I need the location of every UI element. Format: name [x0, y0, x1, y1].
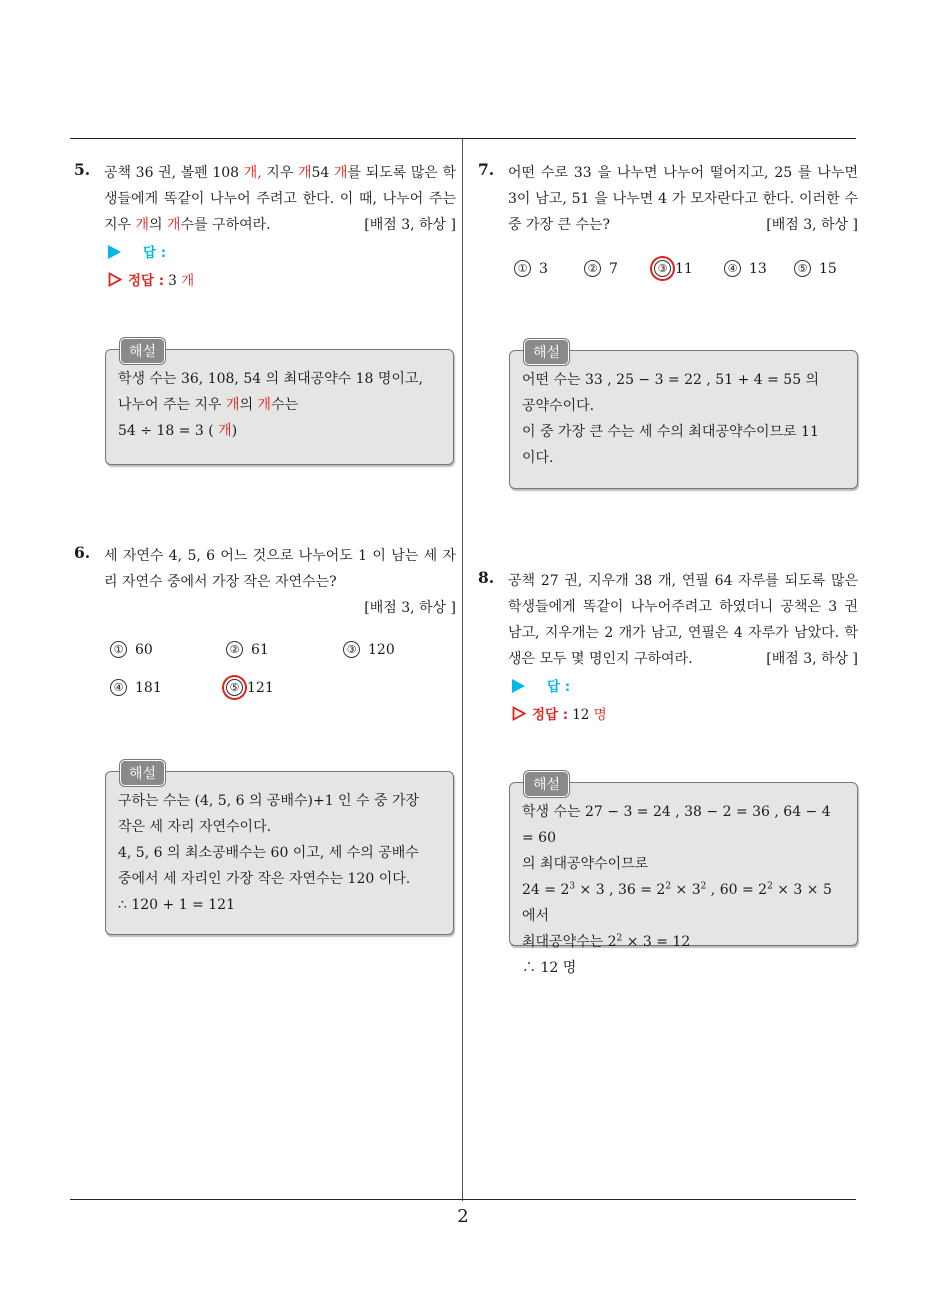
choice-5[interactable]: ⑤ 15: [794, 260, 837, 277]
problem-7: [478, 160, 858, 290]
problem-8: [478, 568, 858, 726]
solution-body: 학생 수는 27 − 3 = 24 , 38 − 2 = 36 , 64 − 4 = 60 의 최대공약수이므로 $24 = 2^3 \times 3$ , $36 = 2^2 \times 3^2$ , $60 = 2^2 \times 3 \times 5$ 에서 최대공약수는 $2^2 \times 3 = 12$ ∴ 12 명: [522, 804, 832, 976]
solution-tag: 해설: [524, 339, 569, 365]
score-label: [배점 3, 하상 ]: [364, 600, 456, 616]
solution-box-6: [105, 766, 454, 935]
problem-text: 공책 36 권, 볼펜 108 개, 지우 개54 개를 되도록 많은 학생들에게 똑같이 나누어 주려고 한다. 이 때, 나누어 주는 지우 개의 개수를 구하여라. [배점 3, 하상 ]: [104, 160, 456, 238]
solution-tag: 해설: [120, 338, 165, 364]
answer-label: 답 :: [547, 679, 571, 695]
header-rule: [70, 138, 856, 139]
problem-number: 5.: [74, 160, 91, 179]
choice-5-marked[interactable]: ⑤ 121: [226, 679, 274, 696]
solution-box-7: [509, 345, 858, 489]
solution-box-5: [105, 344, 454, 465]
problem-number: 7.: [478, 160, 495, 179]
choice-4[interactable]: ④ 13: [724, 260, 767, 277]
outline-triangle-icon: [512, 706, 526, 721]
correct-answer-row: [512, 704, 858, 726]
choice-3-marked[interactable]: ③ 11: [654, 260, 693, 277]
problem-number: 6.: [74, 543, 91, 562]
solution-body: 학생 수는 36, 108, 54 의 최대공약수 18 명이고, 나누어 주는 지우 개의 개수는 54 ÷ 18 = 3 ( 개): [118, 371, 423, 439]
choices-row: [514, 260, 858, 290]
choice-2[interactable]: ② 61: [226, 641, 269, 658]
choice-1[interactable]: ① 60: [110, 641, 153, 658]
problem-text: 어떤 수로 33 을 나누면 나누어 떨어지고, 25 를 나누면 3이 남고, 51 을 나누면 4 가 모자란다고 한다. 이러한 수 중 가장 큰 수는? [배점 3, 하상 ]: [508, 160, 858, 238]
column-divider: [462, 139, 463, 1201]
correct-value: 3 개: [168, 273, 195, 289]
play-triangle-icon: [512, 679, 525, 693]
correct-label: 정답 :: [532, 707, 569, 723]
page-number: 2: [457, 1206, 469, 1227]
correct-label: 정답 :: [128, 273, 165, 289]
solution-body: 구하는 수는 (4, 5, 6 의 공배수)+1 인 수 중 가장 작은 세 자리 자연수이다. 4, 5, 6 의 최소공배수는 60 이고, 세 수의 공배수 중에서 세 자리인 가장 작은 자연수는 120 이다. ∴ 120 + 1 = 121: [118, 793, 420, 913]
problem-text: 공책 27 권, 지우개 38 개, 연필 64 자루를 되도록 많은 학생들에게 똑같이 나누어주려고 하였더니 공책은 3 권 남고, 지우개는 2 개가 남고, 연필은 4 자루가 남았다. 학생은 모두 몇 명인지 구하여라. [배점 3, 하상 ]: [508, 568, 858, 672]
score-label: [배점 3, 하상 ]: [766, 651, 858, 667]
choices-row-2: [110, 679, 456, 709]
answer-row: [108, 242, 456, 264]
solution-box-8: [509, 777, 858, 976]
choices-row-1: [110, 641, 456, 671]
correct-value: 12 명: [572, 707, 607, 723]
answer-row: [512, 676, 858, 698]
solution-body: 어떤 수는 33 , 25 − 3 = 22 , 51 + 4 = 55 의 공약수이다. 이 중 가장 큰 수는 세 수의 최대공약수이므로 11 이다.: [522, 372, 820, 466]
solution-tag: 해설: [120, 760, 165, 786]
solution-tag: 해설: [524, 771, 569, 797]
choice-1[interactable]: ① 3: [514, 260, 548, 277]
score-label: [배점 3, 하상 ]: [766, 217, 858, 233]
choice-2[interactable]: ② 7: [584, 260, 618, 277]
outline-triangle-icon: [108, 272, 122, 287]
footer-rule: [70, 1199, 856, 1200]
problem-text: 세 자연수 4, 5, 6 어느 것으로 나누어도 1 이 남는 세 자리 자연수 중에서 가장 작은 자연수는? [배점 3, 하상 ]: [104, 548, 456, 616]
problem-5: [74, 160, 456, 292]
problem-number: 8.: [478, 568, 495, 587]
score-label: [배점 3, 하상 ]: [364, 217, 456, 233]
problem-6: [74, 543, 456, 709]
choice-4[interactable]: ④ 181: [110, 679, 162, 696]
correct-answer-row: [108, 270, 456, 292]
choice-3[interactable]: ③ 120: [343, 641, 395, 658]
play-triangle-icon: [108, 245, 121, 259]
answer-label: 답 :: [143, 245, 167, 261]
